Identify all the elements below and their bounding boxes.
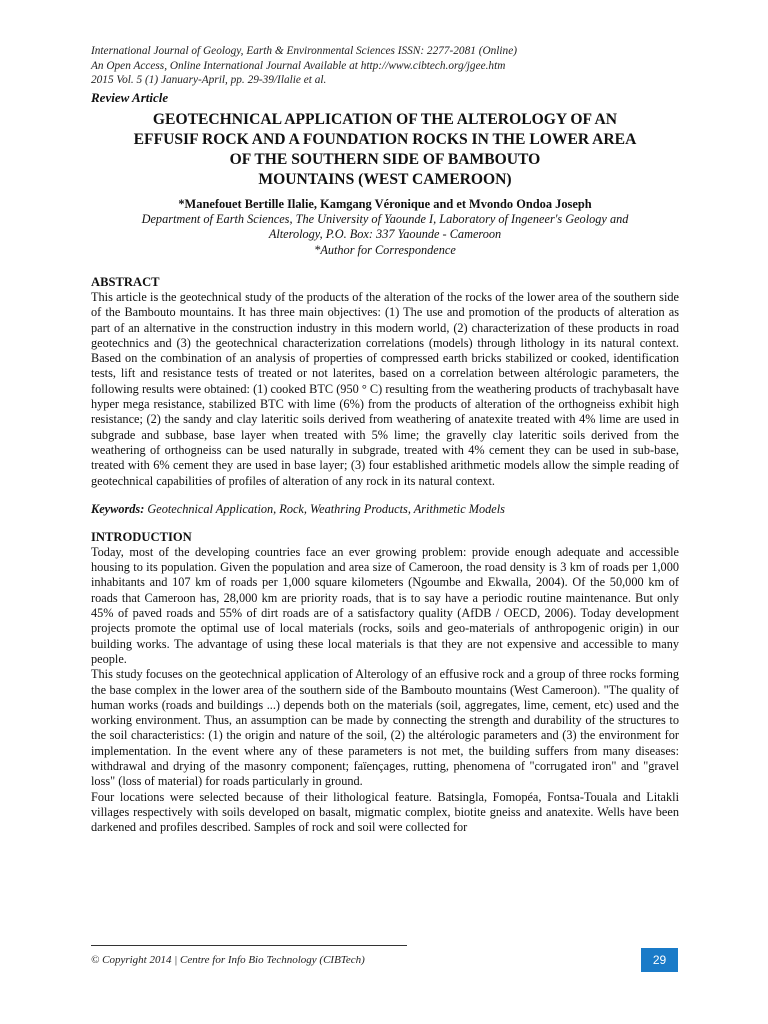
introduction-heading: INTRODUCTION — [91, 529, 192, 544]
keywords — [91, 502, 679, 517]
title-line: MOUNTAINS (WEST CAMEROON) — [258, 170, 512, 188]
title-line: EFFUSIF ROCK AND A FOUNDATION ROCKS IN THE LOWER AREA — [133, 130, 637, 148]
correspondence-note: *Author for Correspondence — [314, 242, 456, 257]
journal-volume-info: 2015 Vol. 5 (1) January-April, pp. 29-39/Ilalie et al. — [91, 74, 327, 86]
introduction-paragraph: This study focuses on the geotechnical application of Alterology of an effusive rock and a group of three rocks forming the base complex in the lower area of the southern side of the Bambouto mountains (West Cameroon). "The quality of human works (roads and buildings ...) depends both on the materials (soil, aggregates, lime, cement, etc) used and the working environment. Thus, an assumption can be made by connecting the strength and durability of the structures to the soil characteristics: (1) the origin and nature of the soil, (2) the altérologic parameters and (3) the environment for implementation. In the event where any of these parameters is not met, the building suffers from many diseases: withdrawal and drying of the masonry component; faïençages, rutting, phenomena of "corrugated iron" and "gravel loss" (loss of material) for roads particularly in ground. — [91, 667, 679, 789]
introduction-text — [91, 545, 679, 836]
keywords-list: Geotechnical Application, Rock, Weathring Products, Arithmetic Models — [144, 501, 505, 516]
title-line: GEOTECHNICAL APPLICATION OF THE ALTEROLOGY OF AN — [152, 110, 618, 128]
article-type: Review Article — [91, 89, 169, 105]
journal-access-info: An Open Access, Online International Journal Available at http://www.cibtech.org/jgee.htm — [91, 59, 506, 72]
journal-name: International Journal of Geology, Earth & Environmental Sciences ISSN: 2277-2081 (Online) — [91, 45, 517, 57]
page-number-badge: 29 — [641, 948, 678, 972]
article-page — [91, 44, 679, 836]
keywords-label: Keywords: — [91, 501, 145, 516]
introduction-paragraph: Four locations were selected because of their lithological feature. Batsingla, Fomopéa, Fontsa-Touala and Litakli villages respectively with soils developed on basalt, migmatic complex, biotite gneiss and anatexite. Wells have been darkened and profiles described. Samples of rock and soil were collected for — [91, 789, 679, 835]
article-title — [91, 110, 679, 190]
title-line: OF THE SOUTHERN SIDE OF BAMBOUTO — [229, 150, 541, 168]
journal-header — [91, 44, 679, 88]
abstract-paragraph: This article is the geotechnical study of the products of the alteration of the rocks of the lower area of the southern side of the Bambouto mountains. It has three main objectives: (1) The use and promotion of the products of alteration as part of an alternative in the construction industry in this modern world, (2) characterization of these products in road geotechnics and (3) the geotechnical characterization correlations (models) through lithology in its natural context. Based on the combination of an analysis of properties of compressed earth bricks stabilized or cooked, identification tests, lift and resistance tests of treated or not laterites, based on a correlation between altérologic parameters, the following results were obtained: (1) cooked BTC (950 ° C) resulting from the weathering products of trachybasalt have hyper mega resistance, stabilized BTC with lime (6%) from the products of alteration of the orthogneiss exhibit high resistance; (2) the sandy and clay lateritic soils derived from weathering of anatexite treated with 4% lime are used in subgrade and subbase, base layer when treated with 5% lime; the gravelly clay lateritic soils derived from the weathering of orthogneiss can be used naturally in subgrade, treated with 4% cement they can be used in sub-base, treated with 6% cement they are used in base layer; (3) four established arithmetic models allow the simple reading of geotechnical capabilities of profiles of alteration of any rock in its natural context. — [91, 290, 679, 488]
footer-divider — [91, 945, 407, 946]
introduction-paragraph: Today, most of the developing countries face an ever growing problem: provide enough adequate and accessible housing to its population. Given the population and area size of Cameroon, the road density is 3 km of roads per 1,000 inhabitants and 107 km of roads per 1,000 square kilometers (Ngoumbe and Ekwalla, 2004). Of the 50,000 km of roads that Cameroon has, 28,000 km are priority roads, that is to say have a periodic routine maintenance. But only 45% of paved roads and 55% of dirt roads are of a satisfactory quality (AfDB / OECD, 2006). Today development projects promote the optimal use of local materials (rocks, soils and geo-materials of anthropogenic origin) in our building works. The advantage of using these local materials is that they are not expensive and accessible to many people. — [91, 544, 679, 666]
authors: *Manefouet Bertille Ilalie, Kamgang Véronique and et Mvondo Ondoa Joseph — [178, 196, 592, 211]
affiliation-line: Department of Earth Sciences, The University of Yaounde I, Laboratory of Ingeneer's Geology and — [141, 211, 629, 226]
abstract-text — [91, 290, 679, 489]
affiliation-line: Alterology, P.O. Box: 337 Yaounde - Cameroon — [268, 227, 502, 241]
copyright-footer: © Copyright 2014 | Centre for Info Bio Technology (CIBTech) — [91, 954, 365, 966]
abstract-heading: ABSTRACT — [91, 275, 160, 289]
affiliation — [91, 212, 679, 259]
